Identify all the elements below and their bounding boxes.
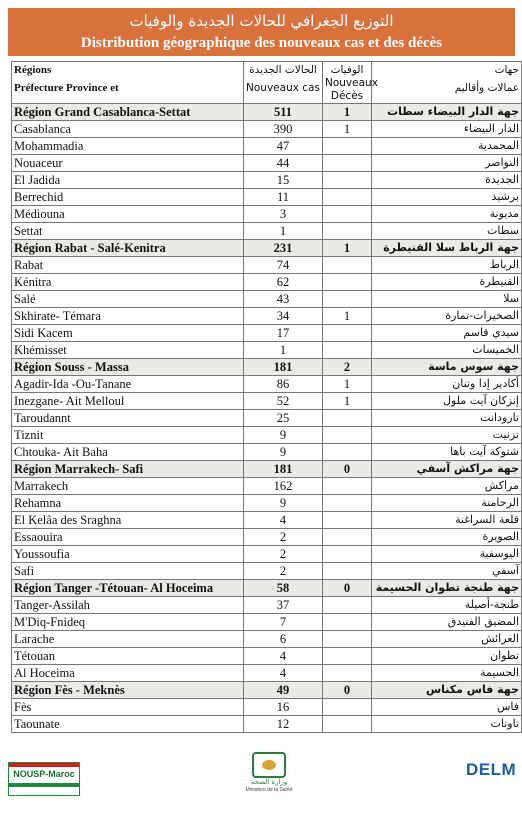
province-row — [12, 206, 522, 223]
arabic-name-cell: جهة طنجة تطوان الحسيمة — [372, 580, 522, 597]
new-deaths-cell — [323, 172, 372, 189]
province-row — [12, 478, 522, 495]
arabic-name-cell: سيدي قاسم — [372, 325, 522, 342]
new-cases-cell: 3 — [244, 206, 323, 223]
province-row — [12, 597, 522, 614]
new-cases-cell: 390 — [244, 121, 323, 138]
region-name-cell: Région Grand Casablanca-Settat — [12, 104, 244, 121]
new-deaths-cell: 1 — [323, 240, 372, 257]
new-cases-cell: 4 — [244, 665, 323, 682]
arabic-name-cell: الخميسات — [372, 342, 522, 359]
new-deaths-cell — [323, 512, 372, 529]
new-cases-cell: 12 — [244, 716, 323, 733]
province-row — [12, 716, 522, 733]
arabic-name-cell: مديونة — [372, 206, 522, 223]
region-name-cell: El Kelâa des Sraghna — [12, 512, 244, 529]
region-name-cell: Tétouan — [12, 648, 244, 665]
new-cases-cell: 6 — [244, 631, 323, 648]
region-name-cell: Kénitra — [12, 274, 244, 291]
province-row — [12, 512, 522, 529]
header-regions: Régions Préfecture Province et — [12, 62, 244, 104]
region-name-cell: Salé — [12, 291, 244, 308]
province-row — [12, 427, 522, 444]
region-name-cell: Sidi Kacem — [12, 325, 244, 342]
title-banner — [8, 8, 515, 56]
region-name-cell: Chtouka- Ait Baha — [12, 444, 244, 461]
new-cases-cell: 49 — [244, 682, 323, 699]
arabic-name-cell: المحمدية — [372, 138, 522, 155]
province-row — [12, 257, 522, 274]
new-cases-cell: 1 — [244, 223, 323, 240]
ministry-logo: وزارة الصحة Ministère de la Santé — [244, 752, 294, 804]
new-cases-cell: 11 — [244, 189, 323, 206]
new-cases-cell: 2 — [244, 563, 323, 580]
region-name-cell: Taroudannt — [12, 410, 244, 427]
new-deaths-cell: 0 — [323, 580, 372, 597]
arabic-name-cell: تطوان — [372, 648, 522, 665]
region-name-cell: Rehamna — [12, 495, 244, 512]
arabic-name-cell: تارودانت — [372, 410, 522, 427]
region-name-cell: Larache — [12, 631, 244, 648]
arabic-name-cell: جهة مراكش آسفي — [372, 461, 522, 478]
new-deaths-cell — [323, 427, 372, 444]
region-name-cell: Tiznit — [12, 427, 244, 444]
new-deaths-cell — [323, 206, 372, 223]
region-name-cell: Taounate — [12, 716, 244, 733]
province-row — [12, 376, 522, 393]
region-name-cell: Région Souss - Massa — [12, 359, 244, 376]
province-row — [12, 189, 522, 206]
new-deaths-cell — [323, 699, 372, 716]
arabic-name-cell: جهة فاس مكناس — [372, 682, 522, 699]
new-deaths-cell — [323, 325, 372, 342]
region-row — [12, 461, 522, 478]
region-name-cell: Mohammadia — [12, 138, 244, 155]
new-cases-cell: 37 — [244, 597, 323, 614]
arabic-name-cell: القنيطرة — [372, 274, 522, 291]
new-cases-cell: 17 — [244, 325, 323, 342]
new-cases-cell: 181 — [244, 461, 323, 478]
new-deaths-cell — [323, 495, 372, 512]
arabic-name-cell: جهة الرباط سلا القنيطرة — [372, 240, 522, 257]
new-cases-cell: 34 — [244, 308, 323, 325]
new-deaths-cell — [323, 563, 372, 580]
new-deaths-cell: 0 — [323, 682, 372, 699]
region-row — [12, 580, 522, 597]
new-cases-cell: 231 — [244, 240, 323, 257]
new-deaths-cell — [323, 291, 372, 308]
province-row — [12, 138, 522, 155]
province-row — [12, 308, 522, 325]
arabic-name-cell: النواصر — [372, 155, 522, 172]
region-name-cell: Safi — [12, 563, 244, 580]
new-deaths-cell — [323, 342, 372, 359]
region-name-cell: Khémisset — [12, 342, 244, 359]
province-row — [12, 223, 522, 240]
new-deaths-cell: 0 — [323, 461, 372, 478]
new-cases-cell: 7 — [244, 614, 323, 631]
arabic-name-cell: أكادير إدا وتنان — [372, 376, 522, 393]
region-row — [12, 240, 522, 257]
new-deaths-cell — [323, 631, 372, 648]
province-row — [12, 342, 522, 359]
arabic-name-cell: الصويرة — [372, 529, 522, 546]
province-row — [12, 291, 522, 308]
arabic-name-cell: اليوسفية — [372, 546, 522, 563]
new-cases-cell: 9 — [244, 444, 323, 461]
new-deaths-cell — [323, 223, 372, 240]
new-deaths-cell — [323, 597, 372, 614]
new-cases-cell: 47 — [244, 138, 323, 155]
region-name-cell: Fès — [12, 699, 244, 716]
new-deaths-cell — [323, 189, 372, 206]
new-cases-cell: 62 — [244, 274, 323, 291]
arabic-name-cell: سلا — [372, 291, 522, 308]
region-name-cell: Région Tanger -Tétouan- Al Hoceima — [12, 580, 244, 597]
arabic-name-cell: تزنيت — [372, 427, 522, 444]
region-name-cell: Inezgane- Ait Melloul — [12, 393, 244, 410]
new-deaths-cell: 1 — [323, 308, 372, 325]
region-name-cell: Casablanca — [12, 121, 244, 138]
province-row — [12, 546, 522, 563]
arabic-name-cell: العرائش — [372, 631, 522, 648]
arabic-name-cell: المضيق الفنيدق — [372, 614, 522, 631]
new-deaths-cell — [323, 444, 372, 461]
new-cases-cell: 9 — [244, 495, 323, 512]
new-deaths-cell — [323, 648, 372, 665]
footer-logos — [0, 752, 521, 817]
arabic-name-cell: تاونات — [372, 716, 522, 733]
region-row — [12, 682, 522, 699]
new-deaths-cell — [323, 546, 372, 563]
arabic-name-cell: الدار البيضاء — [372, 121, 522, 138]
province-row — [12, 631, 522, 648]
region-name-cell: Région Marrakech- Safi — [12, 461, 244, 478]
region-name-cell: Tanger-Assilah — [12, 597, 244, 614]
new-cases-cell: 25 — [244, 410, 323, 427]
arabic-name-cell: قلعة السراغنة — [372, 512, 522, 529]
new-deaths-cell — [323, 155, 372, 172]
new-deaths-cell — [323, 529, 372, 546]
arabic-name-cell: إنزكان آيت ملول — [372, 393, 522, 410]
region-name-cell: Berrechid — [12, 189, 244, 206]
region-row — [12, 359, 522, 376]
new-deaths-cell: 1 — [323, 376, 372, 393]
table-header-row — [12, 62, 522, 104]
arabic-name-cell: فاس — [372, 699, 522, 716]
province-row — [12, 121, 522, 138]
new-cases-cell: 9 — [244, 427, 323, 444]
new-cases-cell: 43 — [244, 291, 323, 308]
region-name-cell: Rabat — [12, 257, 244, 274]
arabic-name-cell: الصخيرات-تمارة — [372, 308, 522, 325]
region-name-cell: Marrakech — [12, 478, 244, 495]
province-row — [12, 495, 522, 512]
nousp-logo: NOUSP-Maroc — [8, 762, 80, 796]
region-name-cell: M'Diq-Fnideq — [12, 614, 244, 631]
arabic-name-cell: الرحامنة — [372, 495, 522, 512]
province-row — [12, 665, 522, 682]
new-cases-cell: 181 — [244, 359, 323, 376]
arabic-name-cell: مراكش — [372, 478, 522, 495]
new-cases-cell: 2 — [244, 546, 323, 563]
new-cases-cell: 74 — [244, 257, 323, 274]
province-row — [12, 155, 522, 172]
new-cases-cell: 86 — [244, 376, 323, 393]
new-deaths-cell — [323, 478, 372, 495]
ministry-emblem-icon — [252, 752, 286, 778]
new-cases-cell: 58 — [244, 580, 323, 597]
delm-logo: DELM — [466, 760, 517, 779]
title-arabic: التوزيع الجغرافي للحالات الجديدة والوفيات — [129, 12, 394, 30]
new-deaths-cell: 2 — [323, 359, 372, 376]
new-cases-cell: 15 — [244, 172, 323, 189]
new-deaths-cell: 1 — [323, 393, 372, 410]
region-name-cell: Agadir-Ida -Ou-Tanane — [12, 376, 244, 393]
region-name-cell: Skhirate- Témara — [12, 308, 244, 325]
title-french: Distribution géographique des nouveaux cas et des décès — [80, 35, 443, 51]
new-deaths-cell — [323, 257, 372, 274]
arabic-name-cell: آسفي — [372, 563, 522, 580]
province-row — [12, 699, 522, 716]
province-row — [12, 648, 522, 665]
province-row — [12, 325, 522, 342]
new-cases-cell: 4 — [244, 512, 323, 529]
region-name-cell: Settat — [12, 223, 244, 240]
arabic-name-cell: الرباط — [372, 257, 522, 274]
region-row — [12, 104, 522, 121]
new-cases-cell: 2 — [244, 529, 323, 546]
new-cases-cell: 4 — [244, 648, 323, 665]
new-deaths-cell — [323, 716, 372, 733]
region-name-cell: Médiouna — [12, 206, 244, 223]
new-cases-cell: 511 — [244, 104, 323, 121]
province-row — [12, 563, 522, 580]
new-deaths-cell — [323, 665, 372, 682]
region-name-cell: Nouaceur — [12, 155, 244, 172]
distribution-table — [11, 61, 522, 733]
province-row — [12, 274, 522, 291]
arabic-name-cell: الجديدة — [372, 172, 522, 189]
new-deaths-cell — [323, 614, 372, 631]
new-deaths-cell: 1 — [323, 104, 372, 121]
province-row — [12, 393, 522, 410]
province-row — [12, 172, 522, 189]
arabic-name-cell: شتوكة آيت باها — [372, 444, 522, 461]
region-name-cell: Essaouira — [12, 529, 244, 546]
header-new-deaths: الوفيات Nouveaux Décès — [323, 62, 372, 104]
province-row — [12, 614, 522, 631]
header-new-cases: الحالات الجديدة Nouveaux cas — [244, 62, 323, 104]
header-arabic-regions: جهات عمالات وأقاليم — [372, 62, 522, 104]
arabic-name-cell: سطات — [372, 223, 522, 240]
region-name-cell: Région Rabat - Salé-Kenitra — [12, 240, 244, 257]
arabic-name-cell: جهة سوس ماسة — [372, 359, 522, 376]
new-deaths-cell: 1 — [323, 121, 372, 138]
arabic-name-cell: طنجة-أصيلة — [372, 597, 522, 614]
new-cases-cell: 162 — [244, 478, 323, 495]
region-name-cell: El Jadida — [12, 172, 244, 189]
new-cases-cell: 52 — [244, 393, 323, 410]
arabic-name-cell: جهة الدار البيضاء سطات — [372, 104, 522, 121]
region-name-cell: Al Hoceima — [12, 665, 244, 682]
province-row — [12, 410, 522, 427]
new-cases-cell: 16 — [244, 699, 323, 716]
new-deaths-cell — [323, 410, 372, 427]
province-row — [12, 529, 522, 546]
region-name-cell: Région Fès - Meknès — [12, 682, 244, 699]
region-name-cell: Youssoufia — [12, 546, 244, 563]
new-cases-cell: 1 — [244, 342, 323, 359]
arabic-name-cell: برشيد — [372, 189, 522, 206]
new-cases-cell: 44 — [244, 155, 323, 172]
new-deaths-cell — [323, 274, 372, 291]
new-deaths-cell — [323, 138, 372, 155]
arabic-name-cell: الحسيمة — [372, 665, 522, 682]
province-row — [12, 444, 522, 461]
